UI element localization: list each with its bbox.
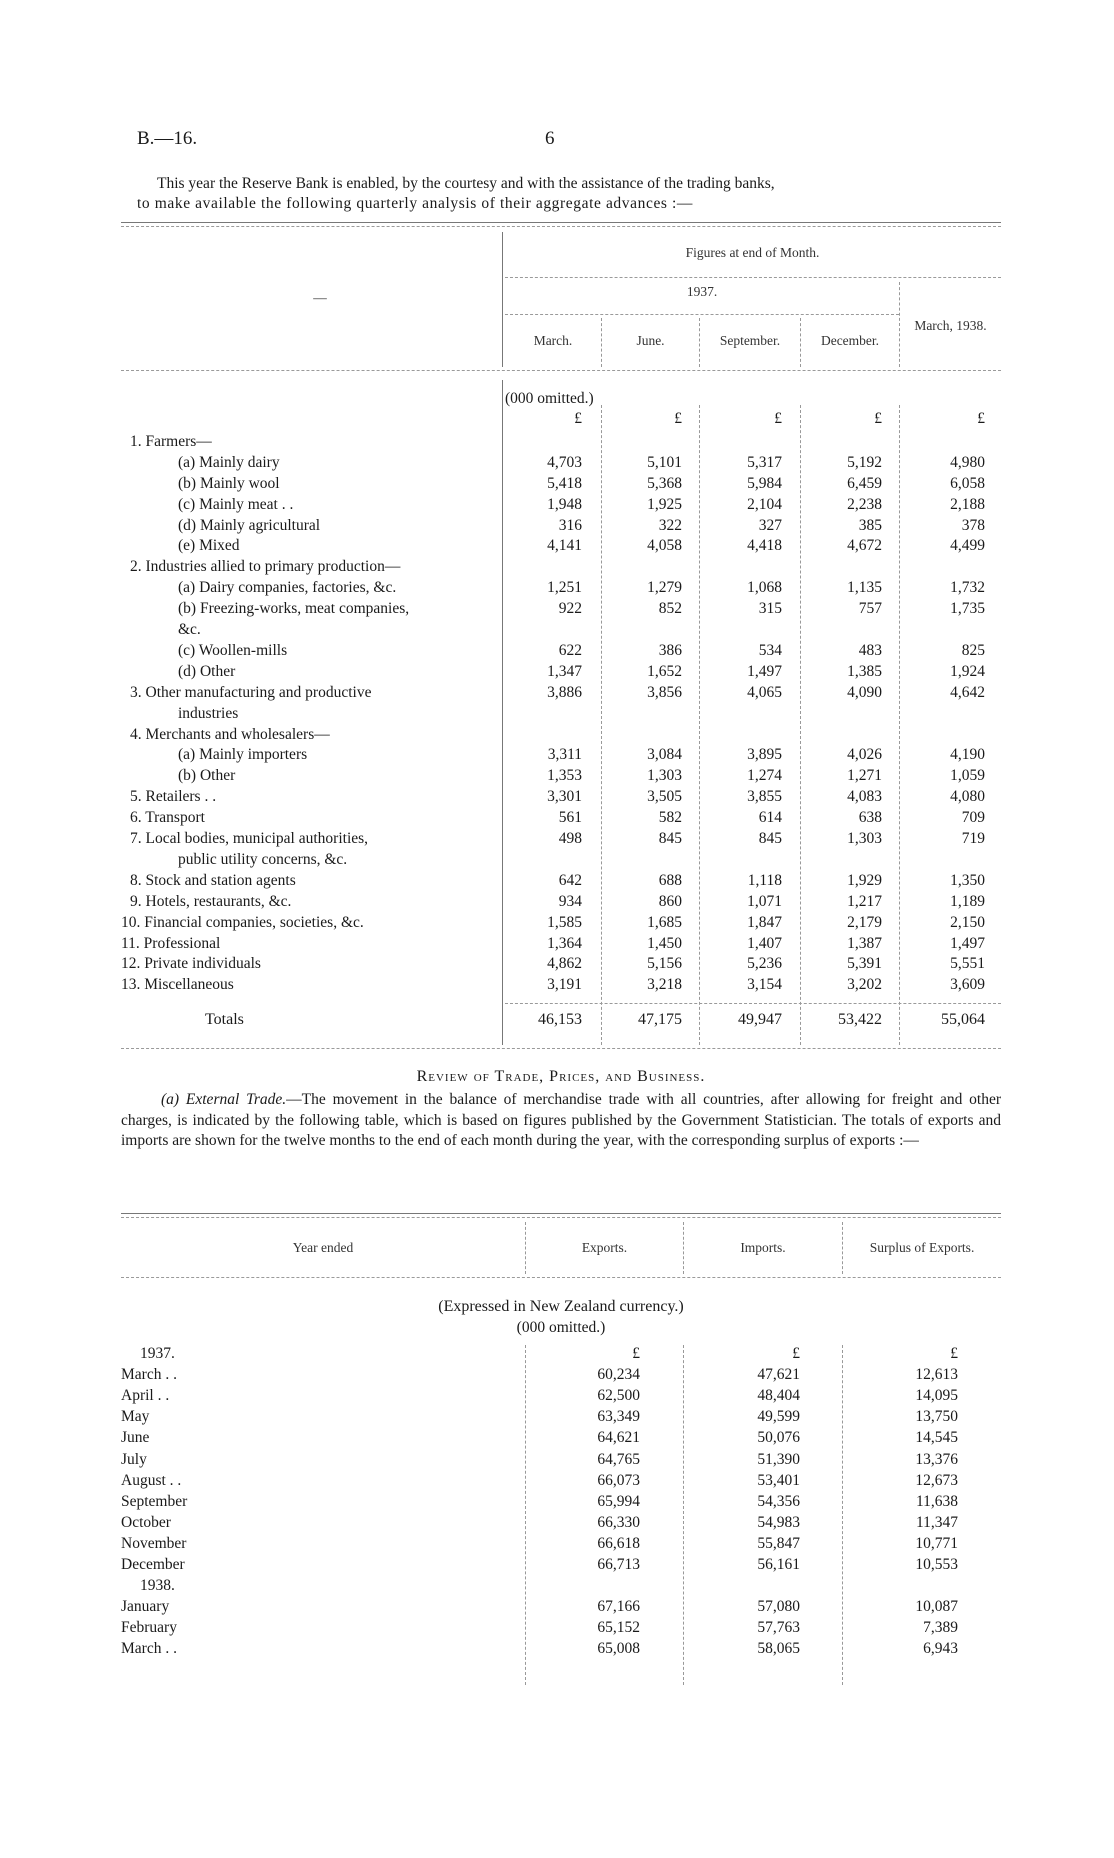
trade-cell-value: 7,389	[923, 1619, 958, 1637]
row-label: industries	[178, 704, 239, 722]
cell-value: 638	[858, 809, 882, 827]
cell-value: 4,065	[747, 683, 782, 701]
cell-value: 3,856	[647, 683, 682, 701]
trade-cell-value: 51,390	[757, 1450, 800, 1468]
cell-value: 688	[658, 871, 682, 889]
trade-currency-symbol: £	[792, 1345, 800, 1362]
trade-row-label: March . .	[121, 1366, 177, 1384]
cell-value: 719	[961, 830, 985, 847]
trade-cell-value: 64,765	[597, 1450, 640, 1468]
currency-symbol: £	[574, 410, 582, 427]
table-bottom-rule	[121, 1048, 1001, 1049]
row-label: 3. Other manufacturing and productive	[130, 683, 372, 701]
totals-value: 47,175	[638, 1011, 682, 1029]
cell-value: 1,350	[950, 871, 985, 889]
trade-cell-value: 14,095	[915, 1387, 958, 1405]
col-header-june: June.	[636, 333, 665, 348]
row-label: (a) Mainly importers	[178, 746, 308, 764]
intro-line-2: to make available the following quarterly analysis of their aggregate advances :—	[137, 195, 694, 212]
row-label: (e) Mixed	[178, 537, 240, 555]
trade-cell-value: 49,599	[757, 1408, 800, 1426]
cell-value: 1,071	[747, 892, 782, 910]
row-label: (c) Woollen-mills	[178, 641, 288, 659]
cell-value: 3,505	[647, 788, 682, 806]
row-label: &c.	[178, 621, 201, 638]
cell-value: 4,418	[747, 537, 782, 555]
cell-value: 1,353	[547, 767, 582, 785]
totals-rule	[505, 1003, 1001, 1004]
cell-value: 3,202	[847, 976, 882, 994]
cell-value: 4,083	[847, 788, 882, 806]
cell-value: 3,855	[747, 788, 782, 806]
currency-symbol: £	[674, 410, 682, 427]
trade-cell-value: 55,847	[757, 1534, 800, 1552]
trade-row-label: November	[121, 1534, 187, 1552]
cell-value: 3,886	[547, 683, 582, 701]
intro-line-1: This year the Reserve Bank is enabled, by the courtesy and with the assistance of the trading banks,	[157, 175, 775, 192]
row-label: (d) Other	[178, 662, 236, 680]
row-label: 10. Financial companies, societies, &c.	[121, 913, 364, 931]
cell-value: 6,058	[950, 474, 985, 492]
cell-value: 1,585	[547, 913, 582, 931]
page-identifier: B.—16.	[137, 128, 198, 149]
trade-cell-value: 10,553	[915, 1556, 958, 1573]
trade-currency-symbol: £	[632, 1345, 640, 1362]
cell-value: 4,080	[950, 788, 985, 806]
cell-value: 1,450	[647, 934, 682, 952]
cell-value: 5,551	[950, 955, 985, 973]
col-header-december: December.	[820, 333, 880, 348]
trade-cell-value: 11,347	[915, 1513, 958, 1531]
cell-value: 1,387	[847, 934, 882, 952]
totals-value: 49,947	[738, 1011, 782, 1029]
cell-value: 845	[758, 830, 782, 847]
cell-value: 5,101	[647, 453, 682, 471]
cell-value: 534	[758, 641, 782, 659]
trade-cell-value: 65,994	[597, 1492, 640, 1510]
group-header-rule	[505, 277, 1001, 278]
cell-value: 4,141	[547, 537, 582, 555]
cell-value: 642	[558, 871, 582, 889]
trade-row-label: June	[121, 1429, 150, 1447]
cell-value: 757	[858, 600, 882, 618]
cell-value: 1,929	[847, 871, 882, 889]
trade-cell-value: 47,621	[757, 1366, 800, 1384]
cell-value: 1,059	[950, 767, 985, 785]
trade-col-exports: Exports.	[581, 1240, 628, 1255]
row-label: 13. Miscellaneous	[121, 976, 234, 994]
cell-value: 315	[758, 600, 782, 618]
cell-value: 3,218	[647, 976, 682, 994]
row-label: 4. Merchants and wholesalers—	[130, 725, 330, 743]
cell-value: 1,497	[950, 934, 985, 952]
row-label: 12. Private individuals	[121, 955, 261, 973]
cell-value: 582	[658, 809, 682, 827]
trade-row-label: December	[121, 1556, 185, 1573]
trade-row-label: October	[121, 1513, 171, 1531]
totals-value: 55,064	[941, 1011, 985, 1029]
cell-value: 327	[758, 516, 782, 534]
cell-value: 3,084	[647, 746, 682, 764]
totals-value: 46,153	[538, 1011, 582, 1029]
cell-value: 1,497	[747, 662, 782, 680]
trade-cell-value: 66,618	[597, 1534, 640, 1552]
cell-value: 852	[658, 600, 682, 618]
cell-value: 2,179	[847, 913, 882, 931]
trade-top-rule	[121, 1213, 1001, 1214]
row-label: 7. Local bodies, municipal authorities,	[130, 830, 369, 847]
row-label: 1. Farmers—	[130, 432, 212, 450]
cell-value: 934	[558, 892, 582, 910]
row-label: 2. Industries allied to primary production—	[130, 558, 401, 576]
trade-header-rule	[121, 1277, 1001, 1278]
trade-row-label: February	[121, 1619, 177, 1637]
trade-cell-value: 56,161	[757, 1556, 800, 1573]
cell-value: 4,499	[950, 537, 985, 555]
trade-row-label: March . .	[121, 1640, 177, 1658]
cell-value: 1,364	[547, 934, 582, 952]
cell-value: 1,189	[950, 892, 985, 910]
trade-cell-value: 12,673	[915, 1471, 958, 1489]
cell-value: 922	[558, 600, 582, 618]
trade-cell-value: 48,404	[757, 1387, 800, 1405]
trade-cell-value: 66,073	[597, 1471, 640, 1489]
cell-value: 561	[558, 809, 582, 827]
cell-value: 5,192	[847, 453, 882, 471]
cell-value: 5,368	[647, 474, 682, 492]
cell-value: 1,385	[847, 662, 882, 680]
cell-value: 4,980	[950, 453, 985, 471]
trade-cell-value: 58,065	[757, 1640, 800, 1658]
cell-value: 483	[858, 641, 882, 659]
trade-divider-1	[525, 1222, 526, 1274]
cell-value: 1,303	[647, 767, 682, 785]
col-header-march-1938: March, 1938.	[914, 318, 987, 333]
trade-col-surplus: Surplus of Exports.	[869, 1240, 975, 1255]
trade-cell-value: 10,771	[915, 1534, 958, 1552]
row-label: (b) Mainly wool	[178, 474, 280, 492]
cell-value: 2,150	[950, 913, 985, 931]
trade-currency-note: (Expressed in New Zealand currency.)	[438, 1298, 684, 1315]
row-label: 5. Retailers . .	[130, 788, 217, 806]
trade-cell-value: 12,613	[915, 1366, 958, 1384]
cell-value: 498	[558, 830, 582, 847]
body-col-divider-4	[899, 405, 900, 1045]
trade-cell-value: 67,166	[597, 1598, 640, 1616]
row-label: (b) Other	[178, 767, 236, 785]
trade-row-label: 1937.	[140, 1345, 175, 1362]
year-header: 1937.	[686, 284, 718, 299]
cell-value: 4,058	[647, 537, 682, 555]
trade-row-label: January	[121, 1598, 170, 1616]
trade-cell-value: 50,076	[757, 1429, 800, 1447]
cell-value: 6,459	[847, 474, 882, 492]
trade-divider-2	[683, 1222, 684, 1274]
cell-value: 5,236	[747, 955, 782, 973]
trade-unit-note: (000 omitted.)	[516, 1319, 606, 1336]
cell-value: 316	[558, 516, 582, 534]
trade-cell-value: 57,763	[757, 1619, 800, 1637]
cell-value: 860	[658, 892, 682, 910]
cell-value: 4,703	[547, 453, 582, 471]
unit-note: (000 omitted.)	[505, 390, 594, 407]
cell-value: 3,301	[547, 788, 582, 806]
cell-value: 2,238	[847, 495, 882, 513]
trade-cell-value: 62,500	[597, 1387, 640, 1405]
row-label: 11. Professional	[121, 934, 221, 952]
currency-symbol: £	[977, 410, 985, 427]
row-label: 8. Stock and station agents	[130, 871, 296, 889]
trade-cell-value: 54,983	[757, 1513, 800, 1531]
table-top-rule	[121, 222, 1001, 223]
intro-paragraph	[137, 174, 997, 214]
cell-value: 386	[658, 641, 682, 659]
cell-value: 1,303	[847, 830, 882, 847]
review-paragraph	[121, 1090, 1001, 1152]
group-header: Figures at end of Month.	[685, 245, 820, 260]
body-col-divider-3	[800, 405, 801, 1045]
cell-value: 2,188	[950, 495, 985, 513]
year-header-rule	[505, 314, 899, 315]
row-label: (a) Dairy companies, factories, &c.	[178, 579, 397, 597]
cell-value: 4,090	[847, 683, 882, 701]
cell-value: 1,068	[747, 579, 782, 597]
cell-value: 5,418	[547, 474, 582, 492]
cell-value: 385	[858, 516, 882, 534]
cell-value: 3,311	[547, 746, 582, 764]
trade-currency-symbol: £	[950, 1345, 958, 1362]
trade-row-label: 1938.	[140, 1577, 175, 1595]
cell-value: 1,135	[847, 579, 882, 597]
cell-value: 1,251	[547, 579, 582, 597]
row-label: (a) Mainly dairy	[178, 453, 280, 471]
trade-cell-value: 63,349	[597, 1408, 640, 1426]
trade-cell-value: 11,638	[915, 1492, 958, 1510]
cell-value: 1,924	[950, 662, 985, 680]
trade-divider-3	[842, 1222, 843, 1274]
cell-value: 1,735	[950, 600, 985, 618]
trade-cell-value: 6,943	[923, 1640, 958, 1658]
cell-value: 5,156	[647, 955, 682, 973]
cell-value: 825	[961, 641, 985, 659]
row-label: 9. Hotels, restaurants, &c.	[130, 892, 292, 910]
page-number: 6	[545, 128, 555, 149]
trade-cell-value: 57,080	[757, 1598, 800, 1616]
table-top-rule-2	[121, 226, 1001, 227]
trade-body-divider-2	[683, 1345, 684, 1685]
body-col-divider-2	[699, 405, 700, 1045]
cell-value: 4,862	[547, 955, 582, 973]
totals-value: 53,422	[838, 1011, 882, 1029]
totals-label: Totals	[205, 1011, 244, 1029]
cell-value: 3,609	[950, 976, 985, 994]
cell-value: 1,925	[647, 495, 682, 513]
row-label: (d) Mainly agricultural	[178, 516, 321, 534]
cell-value: 3,895	[747, 746, 782, 764]
row-label: public utility concerns, &c.	[178, 850, 348, 868]
trade-cell-value: 10,087	[915, 1598, 958, 1616]
col-header-march: March.	[533, 333, 573, 348]
cell-value: 4,672	[847, 537, 882, 555]
cell-value: 1,948	[547, 495, 582, 513]
cell-value: 5,317	[747, 453, 782, 471]
trade-row-label: August . .	[121, 1471, 182, 1489]
trade-cell-value: 64,621	[597, 1429, 640, 1447]
stub-header: —	[313, 290, 327, 305]
cell-value: 322	[658, 516, 682, 534]
cell-value: 3,154	[747, 976, 782, 994]
cell-value: 1,274	[747, 767, 782, 785]
trade-col-year: Year ended	[292, 1240, 354, 1255]
trade-cell-value: 14,545	[915, 1429, 958, 1447]
trade-row-label: May	[121, 1408, 150, 1426]
currency-symbol: £	[874, 410, 882, 427]
cell-value: 3,191	[547, 976, 582, 994]
cell-value: 622	[558, 641, 582, 659]
trade-body-divider-3	[842, 1345, 843, 1685]
cell-value: 4,642	[950, 683, 985, 701]
trade-top-rule-2	[121, 1217, 1001, 1218]
trade-row-label: April . .	[121, 1387, 170, 1405]
trade-row-label: September	[121, 1492, 188, 1510]
trade-cell-value: 66,713	[597, 1556, 640, 1573]
cell-value: 1,732	[950, 579, 985, 597]
review-para-label: (a) External Trade.	[161, 1091, 287, 1108]
cell-value: 1,347	[547, 662, 582, 680]
stub-divider	[502, 232, 503, 367]
cell-value: 1,271	[847, 767, 882, 785]
trade-cell-value: 65,152	[597, 1619, 640, 1637]
cell-value: 4,026	[847, 746, 882, 764]
cell-value: 1,652	[647, 662, 682, 680]
cell-value: 4,190	[950, 746, 985, 764]
cell-value: 1,685	[647, 913, 682, 931]
currency-symbol: £	[774, 410, 782, 427]
trade-col-imports: Imports.	[740, 1240, 786, 1255]
header-bottom-rule	[121, 370, 1001, 371]
cell-value: 378	[961, 516, 985, 534]
cell-value: 845	[658, 830, 682, 847]
review-heading: Review of Trade, Prices, and Business.	[416, 1068, 706, 1085]
trade-cell-value: 60,234	[597, 1366, 640, 1384]
cell-value: 1,847	[747, 913, 782, 931]
cell-value: 1,217	[847, 892, 882, 910]
cell-value: 5,984	[747, 474, 782, 492]
trade-cell-value: 53,401	[757, 1471, 800, 1489]
row-label: (b) Freezing-works, meat companies,	[178, 600, 410, 618]
trade-cell-value: 13,376	[915, 1450, 958, 1468]
trade-row-label: July	[121, 1450, 147, 1468]
row-label: 6. Transport	[130, 809, 205, 827]
row-label: (c) Mainly meat . .	[178, 495, 294, 513]
cell-value: 2,104	[747, 495, 782, 513]
trade-cell-value: 66,330	[597, 1513, 640, 1531]
review-para-text: —The movement in the balance of merchandise trade with all countries, after allowing for freight and other charges, is indicated by the following table, which is based on figures published by the Government Statistician. The totals of exports and imports are shown for the twelve months to the end of each month during the year, with the corresponding surplus of exports :—	[121, 1091, 1002, 1149]
cell-value: 1,407	[747, 934, 782, 952]
cell-value: 614	[758, 809, 782, 827]
cell-value: 1,279	[647, 579, 682, 597]
trade-cell-value: 13,750	[915, 1408, 958, 1426]
trade-cell-value: 65,008	[597, 1640, 640, 1658]
trade-body-divider-1	[525, 1345, 526, 1685]
cell-value: 5,391	[847, 955, 882, 973]
trade-cell-value: 54,356	[757, 1492, 800, 1510]
cell-value: 1,118	[747, 871, 782, 889]
col-header-september: September.	[719, 333, 781, 348]
cell-value: 709	[961, 809, 985, 827]
